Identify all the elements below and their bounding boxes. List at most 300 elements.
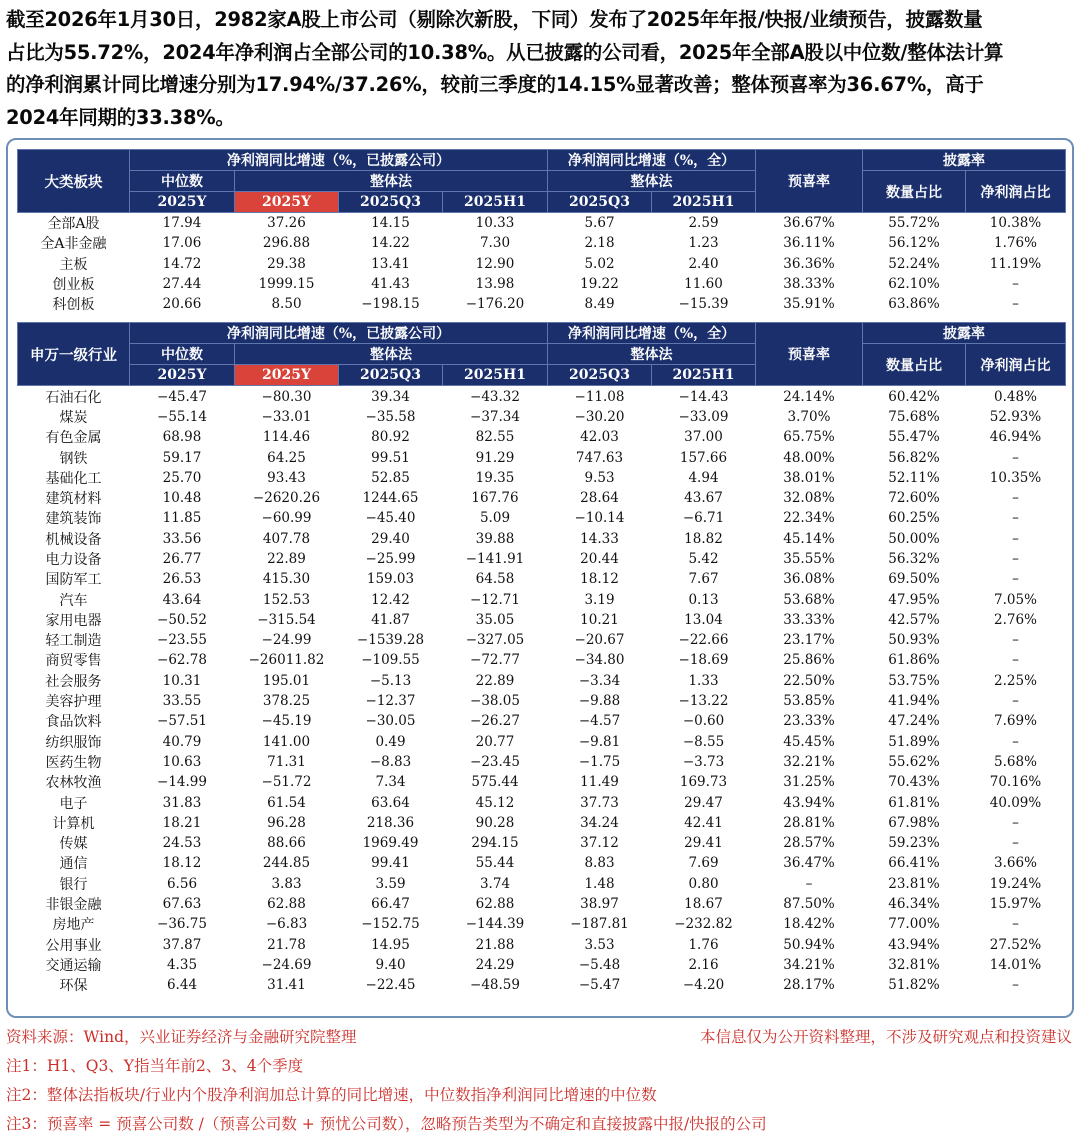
table-cell: −37.34 bbox=[470, 408, 520, 425]
table-cell: −1.75 bbox=[578, 753, 621, 770]
table-cell: 27.52% bbox=[989, 936, 1042, 953]
table-cell: 159.03 bbox=[366, 571, 415, 588]
table-cell: 1.48 bbox=[584, 875, 615, 892]
table-cell: 63.86% bbox=[888, 296, 940, 313]
table-cell: 43.64 bbox=[162, 591, 202, 608]
table-cell: 14.33 bbox=[580, 530, 619, 547]
table-row bbox=[18, 549, 1066, 569]
table-cell: 50.00% bbox=[888, 530, 940, 547]
table-cell: −35.58 bbox=[365, 408, 416, 425]
table-cell: 152.53 bbox=[262, 591, 311, 608]
table-row bbox=[18, 914, 1066, 934]
table-row bbox=[18, 975, 1066, 995]
header-overall-method: 整体法 bbox=[235, 344, 548, 365]
table-cell: −20.67 bbox=[574, 632, 625, 649]
table-cell: 5.02 bbox=[584, 255, 615, 272]
table-cell: 9.53 bbox=[584, 469, 615, 486]
table-cell: −45.40 bbox=[365, 510, 416, 527]
table-cell: 66.41% bbox=[888, 855, 940, 872]
table-cell: 53.85% bbox=[783, 693, 835, 710]
header-industry: 申万一级行业 bbox=[18, 323, 130, 386]
table-cell: −15.39 bbox=[678, 296, 729, 313]
table-cell: 45.45% bbox=[783, 733, 835, 750]
intro-line: 的净利润累计同比增速分别为17.94%/37.26%，较前三季度的14.15%显著改善；整体预喜率为36.67%，高于 bbox=[6, 73, 984, 96]
table-row bbox=[18, 833, 1066, 853]
table-cell: 11.60 bbox=[684, 276, 723, 293]
table-cell: 42.57% bbox=[888, 611, 940, 628]
table-cell: 195.01 bbox=[262, 672, 311, 689]
footnote-2: 注2：整体法指板块/行业内个股净利润加总计算的同比增速，中位数指净利润同比增速的中位数 bbox=[6, 1086, 657, 1104]
table-cell: 3.59 bbox=[375, 875, 406, 892]
table-cell: 28.17% bbox=[783, 977, 835, 994]
header-disclosure-rate: 披露率 bbox=[863, 323, 1066, 344]
table-cell: 35.05 bbox=[475, 611, 515, 628]
table-cell: 48.00% bbox=[783, 449, 835, 466]
table-cell: 37.26 bbox=[267, 215, 306, 232]
source-note: 资料来源：Wind，兴业证券经济与金融研究院整理 bbox=[6, 1028, 357, 1046]
table-cell: −45.19 bbox=[261, 713, 312, 730]
table-cell: 25.70 bbox=[162, 469, 202, 486]
table-cell: −327.05 bbox=[465, 632, 525, 649]
table-cell: – bbox=[1012, 276, 1019, 293]
table-cell: 52.11% bbox=[888, 469, 940, 486]
table-cell: 2.76% bbox=[994, 611, 1037, 628]
table-cell: 3.83 bbox=[271, 875, 302, 892]
table-cell: 71.31 bbox=[267, 753, 306, 770]
table-cell: 53.75% bbox=[888, 672, 940, 689]
table-cell: 50.93% bbox=[888, 632, 940, 649]
earnings-table bbox=[17, 149, 1066, 995]
table-cell: 51.82% bbox=[888, 977, 940, 994]
table-cell: 19.24% bbox=[989, 875, 1042, 892]
header-growth-all: 净利润同比增速（%，全） bbox=[548, 323, 756, 344]
table-cell: −109.55 bbox=[361, 652, 420, 669]
table-cell: −38.05 bbox=[470, 693, 520, 710]
table-cell: 18.12 bbox=[580, 571, 619, 588]
table-cell: 23.33% bbox=[783, 713, 835, 730]
table-cell: 32.21% bbox=[783, 753, 835, 770]
table-cell: 3.66% bbox=[994, 855, 1037, 872]
table-cell: 747.63 bbox=[575, 449, 624, 466]
table-cell: 28.81% bbox=[783, 814, 835, 831]
intro-line: 截至2026年1月30日，2982家A股上市公司（剔除次新股，下同）发布了2025年年报/快报/业绩预告，披露数量 bbox=[6, 8, 983, 31]
table-cell: 7.30 bbox=[479, 235, 511, 252]
table-cell: 7.69 bbox=[688, 855, 719, 872]
header-board-category: 大类板块 bbox=[18, 150, 130, 213]
table-cell: 66.47 bbox=[371, 896, 410, 913]
table-cell: 114.46 bbox=[262, 429, 311, 446]
table-cell: 22.89 bbox=[267, 551, 306, 567]
table-cell: 32.08% bbox=[783, 490, 835, 507]
table-cell: 14.72 bbox=[162, 255, 202, 272]
table-cell: 10.63 bbox=[162, 753, 202, 770]
table-row bbox=[18, 508, 1066, 528]
row-label: 传媒 bbox=[59, 836, 88, 853]
header-period: 2025H1 bbox=[652, 365, 756, 386]
table-row bbox=[18, 254, 1066, 274]
table-cell: 11.19% bbox=[989, 255, 1042, 272]
table-cell: 33.56 bbox=[162, 530, 202, 547]
row-label: 轻工制造 bbox=[45, 633, 102, 650]
row-label: 科创板 bbox=[52, 297, 95, 314]
row-label: 美容护理 bbox=[45, 694, 102, 711]
table-cell: 42.41 bbox=[684, 814, 723, 831]
table-cell: 19.22 bbox=[580, 276, 619, 293]
row-label: 房地产 bbox=[52, 917, 95, 934]
table-cell: −30.05 bbox=[365, 713, 416, 730]
table-cell: −30.20 bbox=[574, 408, 625, 425]
table-cell: −48.59 bbox=[470, 977, 520, 994]
header-overall-method-all: 整体法 bbox=[548, 344, 756, 365]
table-cell: 2.18 bbox=[584, 235, 615, 252]
table-cell: −141.91 bbox=[465, 551, 525, 567]
table-cell: 20.44 bbox=[580, 551, 619, 567]
table-cell: 88.66 bbox=[267, 835, 306, 852]
table-cell: −50.52 bbox=[157, 611, 207, 628]
table-cell: −9.81 bbox=[578, 733, 621, 750]
table-cell: 157.66 bbox=[679, 449, 728, 466]
table-cell: −34.80 bbox=[574, 652, 625, 669]
table-cell: −26.27 bbox=[470, 713, 520, 730]
row-label: 建筑材料 bbox=[45, 491, 102, 508]
table-cell: 19.35 bbox=[475, 469, 515, 486]
table-cell: −5.48 bbox=[578, 956, 621, 973]
table-cell: 24.29 bbox=[475, 956, 515, 973]
table-cell: 0.13 bbox=[688, 591, 719, 608]
header-period: 2025H1 bbox=[443, 365, 548, 386]
table-cell: 47.95% bbox=[888, 591, 940, 608]
table-cell: 18.67 bbox=[684, 896, 723, 913]
table-cell: 141.00 bbox=[262, 733, 311, 750]
table-cell: 378.25 bbox=[262, 693, 311, 710]
table-cell: 90.28 bbox=[475, 814, 515, 831]
table-cell: 37.12 bbox=[580, 835, 619, 852]
table-row bbox=[18, 650, 1066, 670]
table-cell: 51.89% bbox=[888, 733, 940, 750]
table-cell: −176.20 bbox=[465, 296, 525, 313]
table-cell: 14.15 bbox=[371, 215, 410, 232]
table-cell: 43.94% bbox=[783, 794, 835, 811]
intro-line: 占比为55.72%，2024年净利润占全部公司的10.38%。从已披露的公司看，2025年全部A股以中位数/整体法计算 bbox=[6, 40, 1004, 64]
table-cell: 14.22 bbox=[371, 235, 410, 252]
table-cell: 34.24 bbox=[580, 814, 619, 831]
table-cell: 41.94% bbox=[888, 693, 940, 710]
table-separator bbox=[18, 314, 1066, 323]
table-cell: 41.87 bbox=[371, 611, 410, 628]
header-median: 中位数 bbox=[130, 344, 235, 365]
table-cell: 8.49 bbox=[584, 296, 615, 313]
table-cell: 65.75% bbox=[783, 429, 835, 446]
table-cell: 23.81% bbox=[888, 875, 940, 892]
table-cell: 56.32% bbox=[888, 551, 940, 567]
table-cell: 2.25% bbox=[994, 672, 1037, 689]
table-cell: −144.39 bbox=[465, 916, 525, 933]
table-cell: 3.70% bbox=[787, 408, 831, 425]
table-cell: 82.55 bbox=[475, 429, 515, 446]
table-cell: 50.94% bbox=[783, 936, 835, 953]
table-cell: −57.51 bbox=[157, 713, 207, 730]
table-cell: 39.34 bbox=[371, 388, 410, 405]
table-row bbox=[18, 589, 1066, 609]
table-row bbox=[18, 894, 1066, 914]
table-row bbox=[18, 386, 1066, 407]
table-cell: 24.14% bbox=[783, 388, 835, 405]
row-label: 家用电器 bbox=[45, 612, 102, 629]
table-cell: −33.09 bbox=[678, 408, 729, 425]
table-cell: 14.01% bbox=[989, 956, 1042, 973]
table-cell: 62.88 bbox=[475, 896, 515, 913]
table-cell: 87.50% bbox=[783, 896, 835, 913]
table-cell: 1969.49 bbox=[362, 835, 419, 852]
table-cell: −187.81 bbox=[570, 916, 629, 933]
table-cell: −1539.28 bbox=[356, 632, 425, 649]
table-cell: 244.85 bbox=[262, 855, 311, 872]
table-cell: −33.01 bbox=[261, 408, 312, 425]
table-cell: 15.97% bbox=[989, 896, 1042, 913]
table-cell: −72.77 bbox=[470, 652, 520, 669]
table-cell: 14.95 bbox=[371, 936, 410, 953]
table-row bbox=[18, 407, 1066, 427]
table-cell: 37.87 bbox=[162, 936, 202, 953]
table-cell: 77.00% bbox=[888, 916, 940, 933]
table-cell: 72.60% bbox=[888, 490, 940, 507]
table-cell: −14.99 bbox=[157, 774, 207, 791]
table-cell: 31.25% bbox=[783, 774, 835, 791]
table-cell: – bbox=[1012, 449, 1019, 466]
source-line bbox=[6, 1026, 1074, 1048]
table-cell: 35.91% bbox=[783, 296, 835, 313]
table-row bbox=[18, 874, 1066, 894]
table-row bbox=[18, 772, 1066, 792]
table-cell: 55.47% bbox=[888, 429, 940, 446]
row-label: 汽车 bbox=[59, 592, 88, 609]
table-cell: −24.69 bbox=[261, 956, 312, 973]
table-row bbox=[18, 792, 1066, 812]
table-cell: 36.08% bbox=[783, 571, 835, 588]
table-row bbox=[18, 935, 1066, 955]
table-cell: 93.43 bbox=[267, 469, 306, 486]
table-cell: −8.55 bbox=[682, 733, 725, 750]
table-cell: 31.83 bbox=[162, 794, 202, 811]
table-cell: 39.88 bbox=[475, 530, 515, 547]
table-cell: −23.45 bbox=[470, 753, 520, 770]
table-cell: 28.64 bbox=[580, 490, 619, 507]
table-cell: 0.49 bbox=[375, 733, 406, 750]
table-row bbox=[18, 529, 1066, 549]
table-cell: – bbox=[1012, 733, 1019, 750]
table-cell: 0.48% bbox=[994, 388, 1037, 405]
table-cell: 35.55% bbox=[783, 551, 835, 567]
table-cell: 18.42% bbox=[783, 916, 835, 933]
table-cell: −9.88 bbox=[578, 693, 621, 710]
table-cell: 4.35 bbox=[166, 956, 198, 973]
table-row bbox=[18, 732, 1066, 752]
row-label: 非银金融 bbox=[45, 897, 102, 914]
table-cell: 26.53 bbox=[162, 571, 202, 588]
table-cell: 9.40 bbox=[375, 956, 406, 973]
table-cell: −5.13 bbox=[369, 672, 412, 689]
table-cell: −4.20 bbox=[682, 977, 725, 994]
table-cell: 13.41 bbox=[371, 255, 410, 272]
row-label: 食品饮料 bbox=[45, 714, 102, 731]
table-cell: 64.58 bbox=[475, 571, 515, 588]
table-cell: 22.34% bbox=[783, 510, 835, 527]
table-cell: 11.85 bbox=[162, 510, 202, 527]
table-cell: 18.21 bbox=[162, 814, 202, 831]
header-forecast-rate: 预喜率 bbox=[756, 150, 863, 213]
table-cell: – bbox=[1012, 916, 1019, 933]
table-cell: 36.11% bbox=[783, 235, 835, 252]
table-cell: 91.29 bbox=[475, 449, 515, 466]
row-label: 社会服务 bbox=[45, 673, 102, 690]
table-cell: 5.68% bbox=[994, 753, 1037, 770]
table-cell: −24.99 bbox=[261, 632, 312, 649]
table-cell: −3.34 bbox=[578, 672, 621, 689]
table-cell: 33.33% bbox=[783, 611, 835, 628]
footnote-1: 注1：H1、Q3、Y指当年前2、3、4个季度 bbox=[6, 1057, 304, 1075]
table-cell: 26.77 bbox=[162, 551, 202, 567]
table-cell: 70.16% bbox=[989, 774, 1042, 791]
table-cell: 99.41 bbox=[371, 855, 410, 872]
table-cell: 55.44 bbox=[475, 855, 515, 872]
table-cell: −22.66 bbox=[678, 632, 729, 649]
header-profit-share: 净利润占比 bbox=[966, 171, 1066, 213]
table-cell: – bbox=[1012, 296, 1019, 313]
table-cell: – bbox=[1012, 632, 1019, 649]
table-row bbox=[18, 630, 1066, 650]
table-cell: 1.23 bbox=[688, 235, 719, 252]
board-table-body bbox=[18, 213, 1066, 315]
table-cell: – bbox=[1012, 814, 1019, 831]
header-period-highlight: 2025Y bbox=[235, 365, 339, 386]
row-label: 全A非金融 bbox=[40, 236, 107, 253]
header-growth-disclosed: 净利润同比增速（%，已披露公司） bbox=[130, 323, 548, 344]
table-cell: 38.01% bbox=[783, 469, 835, 486]
table-cell: 18.12 bbox=[162, 855, 202, 872]
row-label: 电力设备 bbox=[45, 552, 102, 568]
row-label: 创业板 bbox=[52, 277, 95, 294]
table-cell: – bbox=[1012, 652, 1019, 669]
table-cell: 52.24% bbox=[888, 255, 940, 272]
table-cell: 63.64 bbox=[371, 794, 410, 811]
table-cell: −26011.82 bbox=[248, 652, 325, 669]
table-cell: 67.98% bbox=[888, 814, 940, 831]
table-cell: 62.88 bbox=[267, 896, 306, 913]
table-cell: 1.76% bbox=[994, 235, 1037, 252]
header-period-highlight: 2025Y bbox=[235, 192, 339, 213]
header-count-share: 数量占比 bbox=[863, 171, 966, 213]
table-row bbox=[18, 294, 1066, 314]
header-period: 2025Y bbox=[130, 365, 235, 386]
table-cell: 22.50% bbox=[783, 672, 835, 689]
row-label: 有色金属 bbox=[45, 430, 102, 447]
table-cell: −315.54 bbox=[257, 611, 316, 628]
row-label: 煤炭 bbox=[59, 409, 88, 426]
table-cell: 20.66 bbox=[162, 296, 202, 313]
table-cell: 61.81% bbox=[888, 794, 940, 811]
table-cell: 67.63 bbox=[162, 896, 202, 913]
table-row bbox=[18, 274, 1066, 294]
table-cell: 10.38% bbox=[989, 215, 1042, 232]
row-label: 计算机 bbox=[52, 815, 95, 832]
table-cell: −60.99 bbox=[261, 510, 312, 527]
header-period: 2025Q3 bbox=[548, 192, 652, 213]
table-cell: −23.55 bbox=[157, 632, 207, 649]
header-period: 2025Q3 bbox=[548, 365, 652, 386]
table-row bbox=[18, 610, 1066, 630]
header-overall-method-all: 整体法 bbox=[548, 171, 756, 192]
table-cell: 38.97 bbox=[580, 896, 619, 913]
table-cell: −3.73 bbox=[682, 753, 725, 770]
table-cell: 12.42 bbox=[371, 591, 410, 608]
table-cell: −11.08 bbox=[574, 388, 625, 405]
table-cell: 37.00 bbox=[684, 429, 723, 446]
table-row bbox=[18, 233, 1066, 253]
table-cell: −18.69 bbox=[678, 652, 729, 669]
table-cell: 59.23% bbox=[888, 835, 940, 852]
table-cell: 68.98 bbox=[162, 429, 202, 446]
table-cell: −232.82 bbox=[674, 916, 733, 933]
table-cell: 60.25% bbox=[888, 510, 940, 527]
row-label: 环保 bbox=[59, 978, 88, 995]
table-cell: 21.88 bbox=[475, 936, 515, 953]
table-row bbox=[18, 468, 1066, 488]
header-period: 2025H1 bbox=[652, 192, 756, 213]
header-growth-all: 净利润同比增速（%，全） bbox=[548, 150, 756, 171]
table-cell: 294.15 bbox=[471, 835, 519, 852]
table-cell: – bbox=[1012, 693, 1019, 710]
table-cell: 415.30 bbox=[262, 571, 311, 588]
table-cell: – bbox=[1012, 571, 1019, 588]
table-cell: 47.24% bbox=[888, 713, 940, 730]
table-cell: 31.41 bbox=[267, 977, 306, 994]
intro-line: 2024年同期的33.38%。 bbox=[6, 105, 235, 129]
table-cell: 53.68% bbox=[783, 591, 835, 608]
header-profit-share: 净利润占比 bbox=[966, 344, 1066, 386]
table-row bbox=[18, 813, 1066, 833]
table-row bbox=[18, 569, 1066, 589]
table-row bbox=[18, 752, 1066, 772]
table-cell: −45.47 bbox=[157, 388, 207, 405]
table-cell: 6.56 bbox=[166, 875, 198, 892]
table-cell: 29.41 bbox=[684, 835, 723, 852]
table-cell: −25.99 bbox=[365, 551, 416, 567]
table-cell: 6.44 bbox=[166, 977, 198, 994]
table-cell: 1.76 bbox=[688, 936, 719, 953]
table-cell: 0.80 bbox=[688, 875, 719, 892]
header-overall-method: 整体法 bbox=[235, 171, 548, 192]
data-table-panel bbox=[6, 138, 1074, 1018]
table-cell: – bbox=[1012, 977, 1019, 994]
table-cell: 33.55 bbox=[162, 693, 202, 710]
table-cell: 17.06 bbox=[162, 235, 202, 252]
table-row bbox=[18, 213, 1066, 234]
table-cell: – bbox=[1012, 510, 1019, 527]
table-cell: −51.72 bbox=[261, 774, 312, 791]
table-cell: 43.94% bbox=[888, 936, 940, 953]
table-cell: 218.36 bbox=[366, 814, 415, 831]
table-cell: 12.90 bbox=[475, 255, 515, 272]
table-cell: 43.67 bbox=[684, 490, 723, 507]
table-cell: 40.79 bbox=[162, 733, 202, 750]
table-cell: 4.94 bbox=[688, 469, 719, 486]
table-cell: 7.34 bbox=[375, 774, 406, 791]
table-cell: 36.67% bbox=[783, 215, 835, 232]
row-label: 商贸零售 bbox=[45, 653, 102, 670]
table-row bbox=[18, 447, 1066, 467]
header-period: 2025Y bbox=[130, 192, 235, 213]
table-cell: – bbox=[1012, 551, 1019, 567]
